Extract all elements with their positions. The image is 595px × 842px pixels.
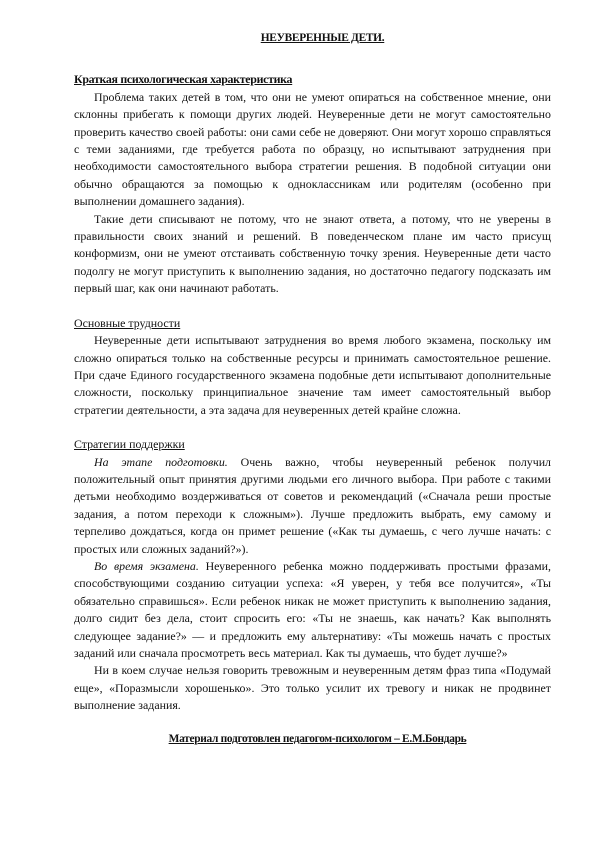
document-title: НЕУВЕРЕННЫЕ ДЕТИ. [260,32,385,44]
paragraph: Такие дети списывают не потому, что не знают ответа, а потому, что не уверены в правильности своих знаний и решений. В поведенческом плане им часто присущ конформизм, они не умеют отстаивать собственную точку зрения. Неуверенные дети часто подолгу не могут приступить к выполнению задания, но достаточно педагогу подсказать им первый шаг, как они начинают работать. [74,211,551,296]
author-footer: Материал подготовлен педагогом-психологом – Е.М.Бондарь [168,732,467,745]
paragraph-exam [74,558,551,662]
paragraph-preparation [74,454,551,558]
paragraph: Ни в коем случае нельзя говорить тревожным и неуверенным детям фраз типа «Подумай еще», «Поразмысли хорошенько». Это только усилит их тревогу и никак не продвинет выполнение задания. [74,663,551,713]
paragraph: Неуверенные дети испытывают затруднения во время любого экзамена, поскольку им сложно опираться только на собственные ресурсы и принимать самостоятельное решение. При сдаче Единого государственного экзамена подобные дети испытывают дополнительные сложности, поскольку принципиальное значение там имеет самостоятельный выбор стратегии деятельности, а эта задача для неуверенных детей крайне сложна. [74,333,551,417]
section-heading-characteristics: Краткая психологическая характеристика [74,72,293,87]
paragraph: Проблема таких детей в том, что они не умеют опираться на собственное мнение, они склонны прибегать к помощи других людей. Неуверенные дети не могут самостоятельно проверить качество своей работы: они сами себе не доверяют. Они могут хорошо справляться с теми заданиями, где требуется работа по образцу, но испытывают затруднения при необходимости самостоятельного выбора стратегии решения. В подобной ситуации они обычно обращаются за помощью к одноклассникам или родителям (особенно при выполнении домашнего задания). [74,89,551,209]
lead-exam: Во время экзамена. [94,558,199,573]
paragraph-text: Неуверенного ребенка можно поддерживать простыми фразами, способствующими созданию ситуации успеха: «Я уверен, у тебя все получится», «Ты обязательно справишься». Если ребенок никак не может приступить к выполнению задания, долго сидит без дела, стоит спросить его: «Ты не знаешь, как начать? Как выполнять следующее задание?» — и предложить ему альтернативу: «Ты можешь начать с простых заданий или сначала просмотреть весь материал. Как ты думаешь, что будет лучше?» [74,558,551,660]
section-heading-difficulties: Основные трудности [74,315,181,330]
paragraph-text: Очень важно, чтобы неуверенный ребенок получил положительный опыт принятия другими людьми его личного выбора. При работе с такими детьми необходимо воздерживаться от советов и рекомендаций («Сначала реши простые задания, а потом переходи к сложным»). Лучше предложить выбрать, ему самому и терпеливо дождаться, когда он примет решение («Как ты думаешь, с чего лучше начать: с простых или сложных заданий?»). [74,454,551,556]
section-heading-support-strategies: Стратегии поддержки [74,437,185,452]
lead-preparation: На этапе подготовки. [94,454,228,469]
